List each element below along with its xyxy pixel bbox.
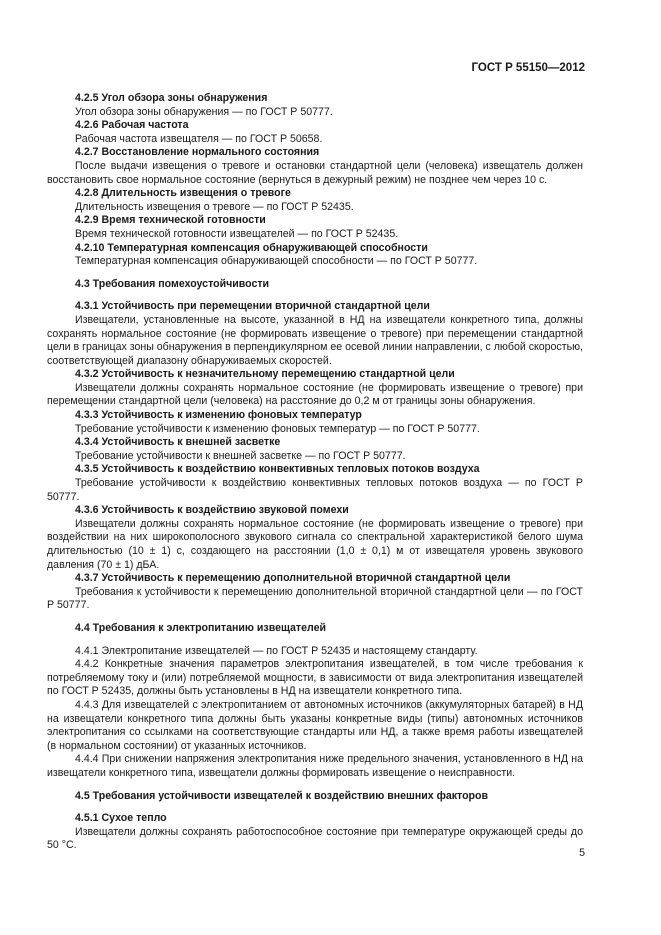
para-4-4-2: 4.4.2 Конкретные значения параметров электропитания извещателей, в том числе требования к потребляемому току и (или) потребляемой мощности, в зависимости от вида электропитания извещателей по ГОСТ Р 52435, должны быть установлены в НД на извещатели конкретного типа. bbox=[47, 658, 583, 698]
para-4-2-8: Длительность извещения о тревоге — по ГОСТ Р 52435. bbox=[75, 200, 354, 213]
document-body bbox=[47, 92, 583, 853]
para-4-4-1: 4.4.1 Электропитание извещателей — по ГОСТ Р 52435 и настоящему стандарту. bbox=[75, 644, 478, 657]
para-4-2-6: Рабочая частота извещателя — по ГОСТ Р 50658. bbox=[75, 132, 323, 145]
para-4-3-6: Извещатели должны сохранять нормальное состояние (не формировать извещение о тревоге) при воздействии на них широкополосного звукового сигнала со спектральной характеристикой белого шума длительностью (10 ± 1) с, создающего на расстоянии (1,0 ± 0,1) м от извещателя уровень звукового давления (70 ± 1) дБА. bbox=[47, 517, 583, 571]
para-4-3-3: Требование устойчивости к изменению фоновых температур — по ГОСТ Р 50777. bbox=[75, 422, 480, 435]
para-4-2-9: Время технической готовности извещателей — по ГОСТ Р 52435. bbox=[75, 227, 399, 240]
standard-header: ГОСТ Р 55150—2012 bbox=[471, 62, 585, 74]
heading-4-2-5: 4.2.5 Угол обзора зоны обнаружения bbox=[75, 92, 268, 104]
heading-4-3-2: 4.3.2 Устойчивость к незначительному перемещению стандартной цели bbox=[75, 368, 455, 381]
heading-4-3-1: 4.3.1 Устойчивость при перемещении вторичной стандартной цели bbox=[75, 300, 430, 313]
heading-4-3-6: 4.3.6 Устойчивость к воздействию звуковой помехи bbox=[75, 504, 349, 517]
heading-4-5-1: 4.5.1 Сухое тепло bbox=[75, 812, 167, 825]
para-4-5-1: Извещатели должны сохранять работоспособное состояние при температуре окружающей среды до 50 °С. bbox=[47, 825, 583, 852]
para-4-4-3: 4.4.3 Для извещателей с электропитанием от автономных источников (аккумуляторных батарей) в НД на извещатели конкретного типа должны быть указаны конкретные виды (типы) автономных источников электропитания со ссылками на соответствующие стандарты или НД, а также время работы извещателей (в нормальном состоянии) от указанных источников. bbox=[47, 698, 583, 752]
heading-4-2-7: 4.2.7 Восстановление нормального состояния bbox=[75, 146, 320, 159]
section-4-5-title: 4.5 Требования устойчивости извещателей к воздействию внешних факторов bbox=[75, 789, 489, 802]
para-4-3-7: Требования к устойчивости к перемещению дополнительной вторичной стандартной цели — по ГОСТ Р 50777. bbox=[47, 585, 583, 612]
heading-4-3-7: 4.3.7 Устойчивость к перемещению дополнительной вторичной стандартной цели bbox=[75, 572, 511, 585]
para-4-4-4: 4.4.4 При снижении напряжения электропитания ниже предельного значения, установленного в НД на извещатели конкретного типа, извещатели должны формировать извещение о неисправности. bbox=[47, 753, 583, 779]
heading-4-2-9: 4.2.9 Время технической готовности bbox=[75, 214, 266, 227]
page-number: 5 bbox=[579, 847, 585, 859]
para-4-3-4: Требование устойчивости к внешней засветке — по ГОСТ Р 50777. bbox=[75, 449, 406, 462]
heading-4-2-8: 4.2.8 Длительность извещения о тревоге bbox=[75, 187, 291, 200]
section-4-4-title: 4.4 Требования к электропитанию извещателей bbox=[75, 621, 326, 634]
heading-4-3-5: 4.3.5 Устойчивость к воздействию конвективных тепловых потоков воздуха bbox=[75, 463, 480, 476]
heading-4-2-10: 4.2.10 Температурная компенсация обнаруживающей способности bbox=[75, 241, 428, 254]
para-4-2-5: Угол обзора зоны обнаружения — по ГОСТ Р 50777. bbox=[75, 105, 333, 118]
para-4-2-10: Температурная компенсация обнаруживающей способности — по ГОСТ Р 50777. bbox=[75, 255, 478, 268]
heading-4-3-4: 4.3.4 Устойчивость к внешней засветке bbox=[75, 436, 281, 449]
heading-4-2-6: 4.2.6 Рабочая частота bbox=[75, 119, 189, 132]
para-4-3-1: Извещатели, установленные на высоте, указанной в НД на извещатели конкретного типа, должны сохранять нормальное состояние (не формировать извещение о тревоге) при перемещении стандартной цели в границах зоны обнаружения в перпендикулярном ее осевой линии направлении, с любой скоростью, соответствующей диапазону обнаруживаемых скоростей. bbox=[47, 313, 583, 367]
para-4-3-5: Требование устойчивости к воздействию конвективных тепловых потоков воздуха — по ГОСТ Р 50777. bbox=[47, 477, 583, 503]
para-4-3-2: Извещатели должны сохранять нормальное состояние (не формировать извещение о тревоге) при перемещении стандартной цели (человека) на расстояние до 0,2 м от границы зоны обнаружения. bbox=[47, 381, 583, 408]
heading-4-3-3: 4.3.3 Устойчивость к изменению фоновых температур bbox=[75, 409, 362, 422]
para-4-2-7: После выдачи извещения о тревоге и остановки стандартной цели (человека) извещатель должен восстановить свое нормальное состояние (вернуться в дежурный режим) не позднее чем через 10 с. bbox=[47, 159, 583, 186]
section-4-3-title: 4.3 Требования помехоустойчивости bbox=[75, 277, 270, 290]
